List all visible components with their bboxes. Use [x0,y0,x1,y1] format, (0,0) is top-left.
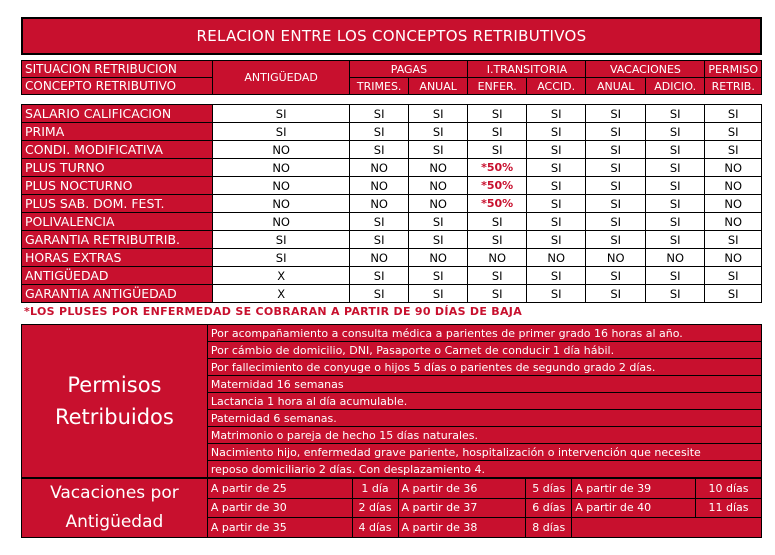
permiso-item: Matrimonio o pareja de hecho 15 días naturales. [207,427,761,444]
header-pagas: PAGAS [350,61,468,78]
row-value: NO [705,177,762,195]
row-value: SI [350,285,409,303]
vacaciones-threshold: A partir de 25 [207,479,352,499]
header-sub: TRIMES. [350,78,409,95]
vacaciones-title-line: Vacaciones por [50,483,179,503]
vacaciones-days: 5 días [526,479,572,499]
row-value: SI [350,267,409,285]
row-value: SI [645,177,705,195]
table-row [22,213,762,231]
row-value: SI [408,141,468,159]
row-value: NO [350,249,409,267]
row-value: SI [468,141,527,159]
row-value: SI [645,195,705,213]
row-value: SI [350,213,409,231]
row-value: SI [526,213,586,231]
permisos-table [21,324,762,478]
vacaciones-threshold: A partir de 36 [398,479,526,499]
table-row [22,141,762,159]
permiso-item: Maternidad 16 semanas [207,376,761,393]
row-value: SI [645,267,705,285]
row-value: SI [212,231,350,249]
permisos-title-line: Retribuidos [54,405,174,429]
row-value: SI [350,141,409,159]
row-value: NO [645,249,705,267]
row-label: PLUS TURNO [22,159,213,177]
row-value: SI [468,213,527,231]
row-label: PLUS NOCTURNO [22,177,213,195]
permiso-item: Lactancia 1 hora al día acumulable. [207,393,761,410]
row-value: SI [408,213,468,231]
row-value: *50% [468,159,527,177]
vacaciones-days: 8 días [526,518,572,538]
row-value: SI [526,141,586,159]
row-value: SI [526,123,586,141]
header-sub: ENFER. [468,78,527,95]
row-value: NO [350,159,409,177]
row-value: SI [586,141,646,159]
row-value: NO [705,159,762,177]
row-value: NO [212,177,350,195]
vacaciones-days: 10 días [696,479,762,499]
vacaciones-days: 11 días [696,498,762,518]
row-value: SI [526,231,586,249]
row-value: SI [408,231,468,249]
row-value: SI [526,195,586,213]
permiso-item: reposo domiciliario 2 días. Con desplazamiento 4. [207,461,761,478]
row-value: SI [212,249,350,267]
table-row [22,231,762,249]
row-value: SI [350,231,409,249]
row-value: SI [645,105,705,123]
row-value: NO [705,195,762,213]
row-value: SI [705,141,762,159]
header-concepto: CONCEPTO RETRIBUTIVO [22,78,213,95]
vacaciones-days: 6 días [526,498,572,518]
row-value: SI [586,213,646,231]
row-label: PLUS SAB. DOM. FEST. [22,195,213,213]
note-text: *LOS PLUSES POR ENFERMEDAD SE COBRARAN A PARTIR DE 90 DÍAS DE BAJA [24,305,523,318]
vacaciones-days: 1 día [352,479,398,499]
row-value: NO [705,249,762,267]
permisos-title-line: Permisos [67,373,162,397]
vacaciones-title-line: Antigüedad [65,512,164,532]
table-row [22,123,762,141]
row-value: SI [526,105,586,123]
row-value: NO [212,141,350,159]
row-value: X [212,267,350,285]
vacaciones-table [21,478,762,538]
header-sub: RETRIB. [705,78,762,95]
row-value: SI [526,177,586,195]
list-item [22,325,762,342]
header-situacion: SITUACION RETRIBUCION [22,61,213,78]
header-table [21,60,762,95]
row-value: NO [526,249,586,267]
row-value: SI [526,285,586,303]
vacaciones-threshold: A partir de 37 [398,498,526,518]
row-value: SI [705,231,762,249]
row-value: SI [645,213,705,231]
row-value: SI [468,285,527,303]
vacaciones-days: 4 días [352,518,398,538]
row-value: NO [350,195,409,213]
row-value: NO [350,177,409,195]
row-value: NO [408,159,468,177]
row-value: SI [705,105,762,123]
row-value: *50% [468,177,527,195]
vacaciones-threshold: A partir de 38 [398,518,526,538]
row-value: SI [526,159,586,177]
row-value: SI [586,159,646,177]
row-value: NO [586,249,646,267]
vacaciones-threshold: A partir de 30 [207,498,352,518]
permiso-item: Por cámbio de domicilio, DNI, Pasaporte o Carnet de conducir 1 día hábil. [207,342,761,359]
row-value: SI [408,105,468,123]
row-value: SI [408,267,468,285]
table-row [22,267,762,285]
vacaciones-title [22,479,208,538]
table-row [22,177,762,195]
row-value: SI [645,159,705,177]
row-value: SI [586,231,646,249]
row-value: SI [586,105,646,123]
row-value: NO [212,159,350,177]
row-value: SI [212,123,350,141]
row-value: SI [586,123,646,141]
row-value: X [212,285,350,303]
header-antiguedad: ANTIGÜEDAD [212,61,350,95]
row-label: SALARIO CALIFICACION [22,105,213,123]
table-row [22,195,762,213]
row-value: *50% [468,195,527,213]
row-value: SI [408,285,468,303]
row-label: GARANTIA RETRIBUTRIB. [22,231,213,249]
row-value: SI [586,195,646,213]
row-value: SI [468,231,527,249]
row-value: SI [586,267,646,285]
row-value: SI [645,141,705,159]
row-value: SI [645,123,705,141]
row-label: GARANTIA ANTIGÜEDAD [22,285,213,303]
row-value: NO [408,177,468,195]
row-label: PRIMA [22,123,213,141]
row-value: SI [212,105,350,123]
header-sub: ADICIO. [645,78,705,95]
row-value: NO [705,213,762,231]
row-value: SI [705,267,762,285]
permiso-item: Por acompañamiento a consulta médica a parientes de primer grado 16 horas al año. [207,325,761,342]
row-label: HORAS EXTRAS [22,249,213,267]
page-title: RELACION ENTRE LOS CONCEPTOS RETRIBUTIVOS [21,17,762,55]
vacaciones-threshold: A partir de 39 [572,479,696,499]
table-row [22,159,762,177]
permiso-item: Paternidad 6 semanas. [207,410,761,427]
concepts-table [21,104,762,303]
table-row [22,249,762,267]
row-label: POLIVALENCIA [22,213,213,231]
row-value: SI [468,105,527,123]
header-it: I.TRANSITORIA [468,61,586,78]
row-value: SI [468,123,527,141]
row-value: SI [645,285,705,303]
row-value: SI [586,285,646,303]
empty-cell [572,518,762,538]
row-value: NO [408,249,468,267]
row-value: SI [408,123,468,141]
row-value: NO [212,195,350,213]
header-sub: ANUAL [586,78,646,95]
permisos-title [22,325,208,478]
table-row [22,105,762,123]
row-value: SI [526,267,586,285]
header-sub: ANUAL [408,78,468,95]
vacaciones-threshold: A partir de 40 [572,498,696,518]
row-value: SI [468,267,527,285]
row-label: CONDI. MODIFICATIVA [22,141,213,159]
table-row [22,479,762,499]
row-value: SI [645,231,705,249]
row-value: SI [586,177,646,195]
row-value: NO [468,249,527,267]
vacaciones-days: 2 días [352,498,398,518]
permiso-item: Nacimiento hijo, enfermedad grave pariente, hospitalización o intervención que necesite [207,444,761,461]
table-row [22,285,762,303]
row-label: ANTIGÜEDAD [22,267,213,285]
vacaciones-threshold: A partir de 35 [207,518,352,538]
header-vacaciones: VACACIONES [586,61,705,78]
row-value: SI [705,123,762,141]
header-permiso: PERMISO [705,61,762,78]
row-value: NO [408,195,468,213]
row-value: SI [350,105,409,123]
header-sub: ACCID. [526,78,586,95]
row-value: NO [212,213,350,231]
row-value: SI [705,285,762,303]
row-value: SI [350,123,409,141]
permiso-item: Por fallecimiento de conyuge o hijos 5 días o parientes de segundo grado 2 días. [207,359,761,376]
